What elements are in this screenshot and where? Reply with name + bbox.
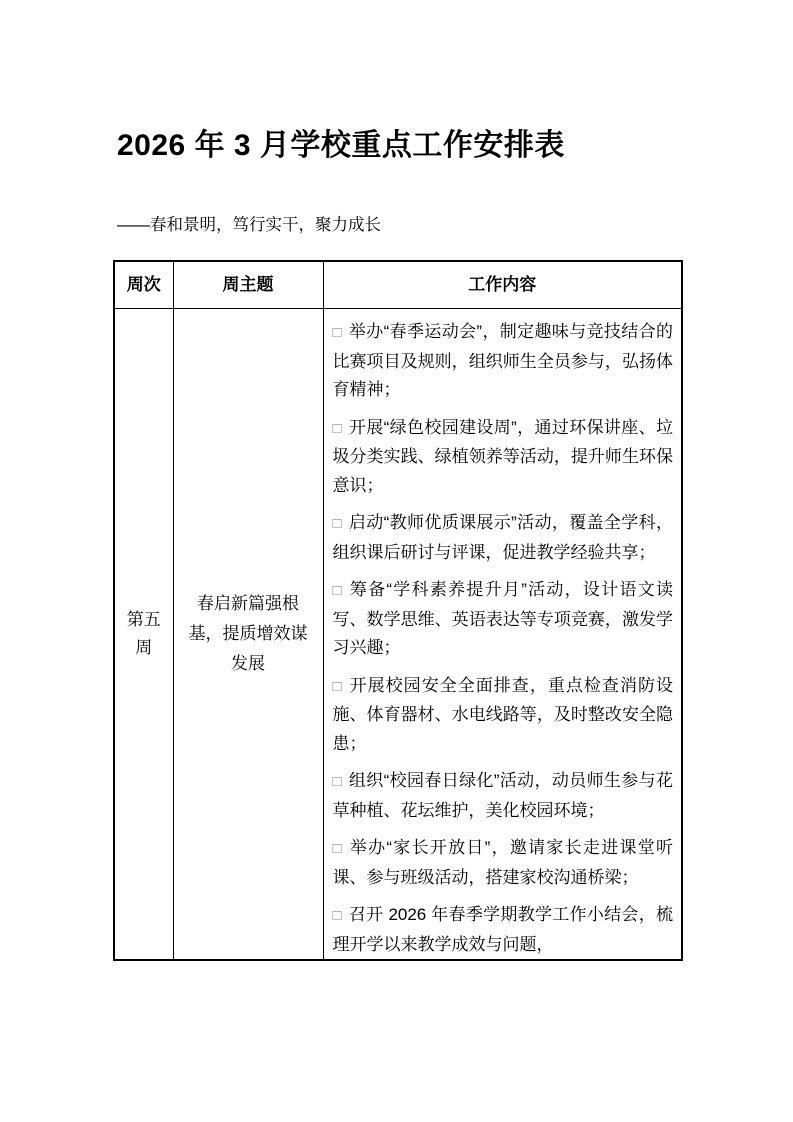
task-text: 开展“绿色校园建设周”，通过环保讲座、垃圾分类实践、绿植领养等活动，提升师生环保意识；: [332, 417, 673, 495]
week-label: 第五周: [126, 610, 161, 657]
empty-square-bullet-icon: □: [332, 582, 343, 599]
task-text: 开展校园安全全面排查，重点检查消防设施、体育器材、水电线路等，及时整改安全隐患；: [332, 675, 674, 753]
empty-square-bullet-icon: □: [332, 840, 343, 857]
page-title: 2026 年 3 月学校重点工作安排表: [117, 129, 565, 162]
task-item: [333, 576, 674, 663]
page-subtitle: ——春和景明，笃行实干，聚力成长: [117, 216, 381, 234]
empty-square-bullet-icon: □: [332, 515, 342, 532]
cell-week-number: [114, 309, 173, 961]
task-item: [333, 834, 674, 892]
task-text: 组织“校园春日绿化”活动，动员师生参与花草种植、花坛维护，美化校园环境；: [332, 771, 673, 820]
task-text: 筹备“学科素养提升月”活动，设计语文读写、数学思维、英语表达等专项竞赛，激发学习兴趣；: [332, 580, 674, 657]
task-text: 启动“教师优质课展示”活动，覆盖全学科，组织课后研讨与评课，促进教学经验共享；: [332, 513, 673, 562]
task-list: [333, 318, 674, 959]
work-schedule-table: [113, 260, 683, 961]
theme-label: 春启新篇强根基，提质增效谋发展: [188, 594, 308, 673]
task-item: [333, 672, 674, 759]
column-header-theme: 周主题: [173, 261, 323, 309]
task-text: 举办“春季运动会”，制定趣味与竞技结合的比赛项目及规则，组织师生全员参与，弘扬体育精神；: [332, 322, 673, 399]
task-item: [333, 414, 674, 501]
table-row: [114, 309, 682, 961]
empty-square-bullet-icon: □: [332, 677, 343, 695]
task-item: [333, 901, 674, 959]
empty-square-bullet-icon: □: [332, 324, 342, 341]
table-body: [114, 309, 682, 961]
task-text: 召开 2026 年春季学期教学工作小结会，梳理开学以来教学成效与问题，: [332, 905, 674, 954]
column-header-week: 周次: [114, 261, 173, 309]
page-bottom-margin: [0, 1002, 793, 1122]
empty-square-bullet-icon: □: [332, 419, 342, 437]
task-text: 举办“家长开放日”，邀请家长走进课堂听课、参与班级活动，搭建家校沟通桥梁；: [332, 838, 674, 887]
cell-week-theme: [173, 309, 323, 961]
empty-square-bullet-icon: □: [332, 907, 342, 924]
column-header-content: 工作内容: [323, 261, 682, 309]
empty-square-bullet-icon: □: [332, 773, 342, 790]
task-item: [333, 318, 674, 405]
table-header: [114, 261, 682, 309]
cell-work-content: [323, 309, 682, 961]
task-item: [333, 509, 674, 567]
table-header-row: [114, 261, 682, 309]
task-item: [333, 767, 674, 825]
